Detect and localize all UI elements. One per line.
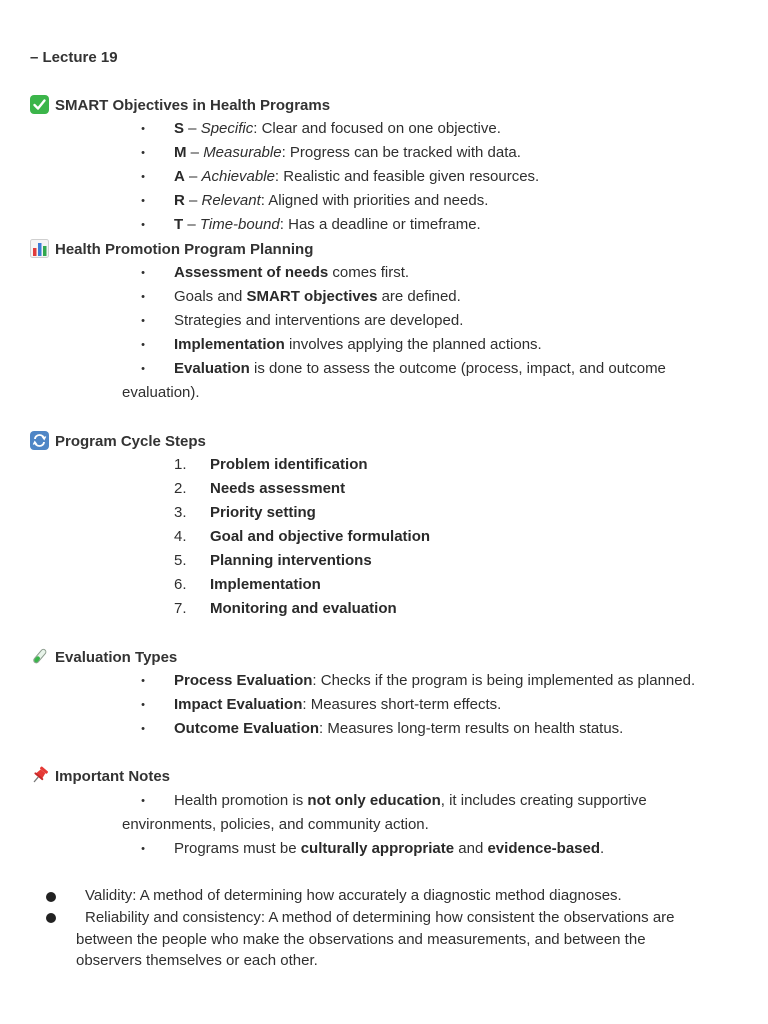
smart-desc: : Realistic and feasible given resources. bbox=[274, 168, 540, 185]
item-text: Programs must be bbox=[174, 840, 301, 857]
step-number: 7. bbox=[174, 600, 187, 617]
bullet: • bbox=[141, 795, 145, 807]
step-number: 4. bbox=[174, 528, 187, 545]
test-tube-icon bbox=[30, 647, 49, 666]
step-text: Needs assessment bbox=[210, 480, 346, 497]
bullet: • bbox=[141, 219, 145, 231]
item-text: Goals and bbox=[174, 288, 247, 305]
reliability-definition-continued: between the people who make the observations and measurements, and between the bbox=[76, 931, 646, 948]
notes-heading-row bbox=[30, 766, 170, 787]
step-text: Planning interventions bbox=[210, 552, 372, 569]
step-number: 1. bbox=[174, 456, 187, 473]
smart-term: Measurable bbox=[203, 144, 282, 161]
step-text: Goal and objective formulation bbox=[210, 528, 431, 545]
bullet: • bbox=[141, 267, 145, 279]
cycle-heading-row bbox=[30, 431, 206, 452]
planning-heading: Health Promotion Program Planning bbox=[55, 241, 314, 258]
bullet: • bbox=[141, 339, 145, 351]
bullet: • bbox=[141, 843, 145, 855]
smart-letter: M bbox=[174, 144, 187, 161]
bold-term: Process Evaluation bbox=[174, 672, 313, 689]
bold-term: culturally appropriate bbox=[300, 840, 455, 857]
smart-letter: R bbox=[174, 192, 185, 209]
item-text: : Measures short-term effects. bbox=[302, 696, 502, 713]
reliability-definition: Reliability and consistency: A method of determining how consistent the observations are bbox=[85, 909, 675, 926]
item-text: Strategies and interventions are developed. bbox=[174, 312, 464, 329]
check-mark-icon bbox=[30, 95, 49, 114]
pushpin-icon bbox=[30, 766, 49, 785]
bold-term: SMART objectives bbox=[246, 288, 378, 305]
bullet: • bbox=[141, 675, 145, 687]
bullet: • bbox=[141, 699, 145, 711]
notes-heading: Important Notes bbox=[55, 768, 171, 785]
item-text: are defined. bbox=[377, 288, 461, 305]
step-number: 5. bbox=[174, 552, 187, 569]
bullet: • bbox=[141, 195, 145, 207]
reliability-definition-continued: observers themselves or each other. bbox=[76, 952, 318, 969]
evaluation-heading-row bbox=[30, 647, 177, 668]
item-text: and bbox=[454, 840, 488, 857]
bullet: • bbox=[141, 723, 145, 735]
step-text: Priority setting bbox=[210, 504, 316, 521]
item-text: comes first. bbox=[328, 264, 410, 281]
smart-desc: : Progress can be tracked with data. bbox=[281, 144, 521, 161]
item-text-continued: environments, policies, and community action. bbox=[122, 816, 429, 833]
dash: – bbox=[184, 168, 202, 185]
step-number: 3. bbox=[174, 504, 187, 521]
bullet: • bbox=[141, 171, 145, 183]
step-number: 6. bbox=[174, 576, 187, 593]
smart-desc: : Clear and focused on one objective. bbox=[253, 120, 501, 137]
cycle-heading: Program Cycle Steps bbox=[55, 433, 206, 450]
item-text: : Measures long-term results on health status. bbox=[319, 720, 624, 737]
smart-term: Achievable bbox=[201, 168, 275, 185]
step-number: 2. bbox=[174, 480, 187, 497]
dash: – bbox=[186, 144, 204, 161]
bullet-dot bbox=[46, 892, 56, 902]
smart-term: Relevant bbox=[201, 192, 261, 209]
smart-heading: SMART Objectives in Health Programs bbox=[55, 97, 331, 114]
smart-letter: S bbox=[174, 120, 185, 137]
item-text: involves applying the planned actions. bbox=[284, 336, 542, 353]
smart-term: Time-bound bbox=[199, 216, 280, 233]
bar-chart-icon bbox=[30, 239, 49, 258]
smart-letter: T bbox=[174, 216, 184, 233]
bold-term: Implementation bbox=[174, 336, 285, 353]
bold-term: Outcome Evaluation bbox=[174, 720, 320, 737]
dash: – bbox=[184, 120, 201, 137]
bold-term: not only education bbox=[307, 792, 441, 809]
step-text: Implementation bbox=[210, 576, 321, 593]
bold-term: Evaluation bbox=[174, 360, 250, 377]
step-text: Problem identification bbox=[210, 456, 368, 473]
bullet: • bbox=[141, 123, 145, 135]
item-text: is done to assess the outcome (process, impact, and outcome bbox=[249, 360, 666, 377]
step-text: Monitoring and evaluation bbox=[210, 600, 397, 617]
bullet: • bbox=[141, 147, 145, 159]
bold-term: evidence-based bbox=[487, 840, 601, 857]
smart-heading-row bbox=[30, 95, 330, 116]
evaluation-heading: Evaluation Types bbox=[55, 649, 178, 666]
bullet-dot bbox=[46, 913, 56, 923]
smart-desc: : Has a deadline or timeframe. bbox=[279, 216, 481, 233]
smart-letter: A bbox=[174, 168, 185, 185]
item-text-continued: evaluation). bbox=[122, 384, 200, 401]
bold-term: Assessment of needs bbox=[174, 264, 329, 281]
bullet: • bbox=[141, 315, 145, 327]
validity-definition: Validity: A method of determining how accurately a diagnostic method diagnoses. bbox=[85, 887, 622, 904]
repeat-icon bbox=[30, 431, 49, 450]
smart-term: Specific bbox=[200, 120, 254, 137]
smart-desc: : Aligned with priorities and needs. bbox=[260, 192, 489, 209]
planning-heading-row bbox=[30, 239, 313, 260]
dash: – bbox=[184, 192, 202, 209]
bullet: • bbox=[141, 363, 145, 375]
item-text: , it includes creating supportive bbox=[440, 792, 647, 809]
item-text: Health promotion is bbox=[174, 792, 308, 809]
item-text: . bbox=[600, 840, 605, 857]
bullet: • bbox=[141, 291, 145, 303]
page-title: – Lecture 19 bbox=[30, 49, 118, 66]
dash: – bbox=[183, 216, 200, 233]
item-text: : Checks if the program is being implemented as planned. bbox=[312, 672, 696, 689]
bold-term: Impact Evaluation bbox=[174, 696, 303, 713]
